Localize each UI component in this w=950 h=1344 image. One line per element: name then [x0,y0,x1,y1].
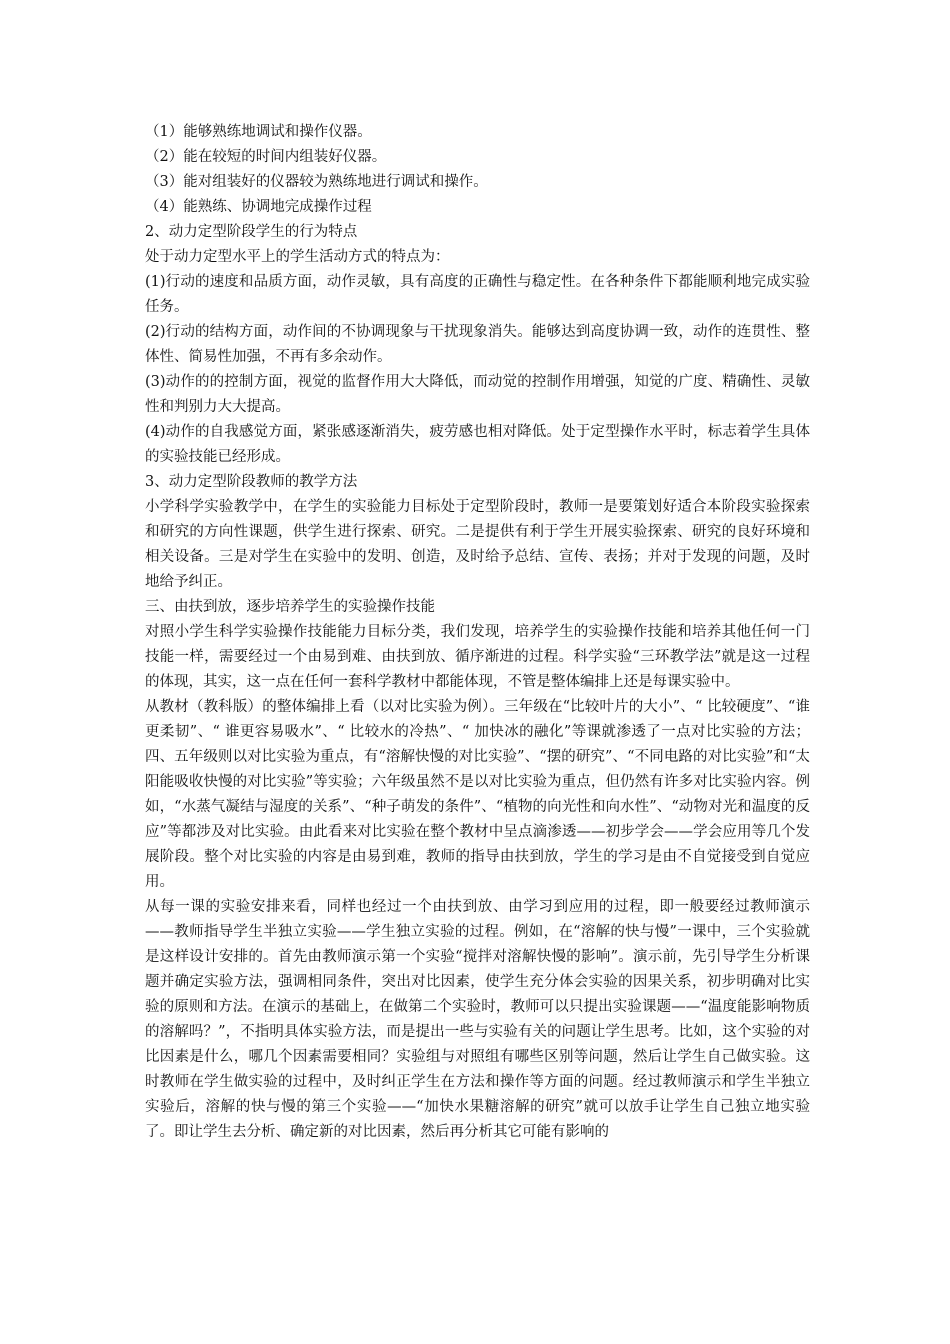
feature-item-4: (4)动作的自我感觉方面，紧张感逐渐消失，疲劳感也相对降低。处于定型操作水平时，标志着学生具体的实验技能已经形成。 [145,424,810,465]
body-paragraph: 对照小学生科学实验操作技能能力目标分类，我们发现，培养学生的实验操作技能和培养其他任何一门技能一样，需要经过一个由易到难、由扶到放、循序渐进的过程。科学实验“三环教学法”就是这一过程的体现，其实，这一点在任何一套科学教材中都能体现，不管是整体编排上还是每课实验中。 [145,624,810,690]
chapter-heading-three: 三、由扶到放，逐步培养学生的实验操作技能 [145,599,435,615]
feature-item-2: (2)行动的结构方面，动作间的不协调现象与干扰现象消失。能够达到高度协调一致，动作的连贯性、整体性、简易性加强，不再有多余动作。 [145,324,810,365]
section-heading-3: 3、动力定型阶段教师的教学方法 [145,474,358,490]
body-paragraph: 处于动力定型水平上的学生活动方式的特点为： [145,249,450,265]
list-item-1: （1）能够熟练地调试和操作仪器。 [145,124,372,140]
body-paragraph: 小学科学实验教学中，在学生的实验能力目标处于定型阶段时，教师一是要策划好适合本阶段实验探索和研究的方向性课题，供学生进行探索、研究。二是提供有利于学生开展实验探索、研究的良好环境和相关设备。三是对学生在实验中的发明、创造，及时给予总结、宣传、表扬；并对于发现的问题，及时地给予纠正。 [145,499,810,590]
list-item-3: （3）能对组装好的仪器较为熟练地进行调试和操作。 [145,174,488,190]
section-heading-2: 2、动力定型阶段学生的行为特点 [145,224,358,240]
body-paragraph: 从每一课的实验安排来看，同样也经过一个由扶到放、由学习到应用的过程，即一般要经过教师演示——教师指导学生半独立实验——学生独立实验的过程。例如，在“溶解的快与慢”一课中，三个实验就是这样设计安排的。首先由教师演示第一个实验“搅拌对溶解快慢的影响”。演示前，先引导学生分析课题并确定实验方法，强调相同条件，突出对比因素，使学生充分体会实验的因果关系，初步明确对比实验的原则和方法。在演示的基础上，在做第二个实验时，教师可以只提出实验课题——“温度能影响物质的溶解吗？”，不指明具体实验方法，而是提出一些与实验有关的问题让学生思考。比如，这个实验的对比因素是什么，哪几个因素需要相同？实验组与对照组有哪些区别等问题，然后让学生自己做实验。这时教师在学生做实验的过程中，及时纠正学生在方法和操作等方面的问题。经过教师演示和学生半独立实验后，溶解的快与慢的第三个实验——“加快水果糖溶解的研究”就可以放手让学生自己独立地实验了。即让学生去分析、确定新的对比因素，然后再分析其它可能有影响的 [145,899,810,1140]
list-item-4: （4）能熟练、协调地完成操作过程 [145,199,372,215]
list-item-2: （2）能在较短的时间内组装好仪器。 [145,149,387,165]
feature-item-1: (1)行动的速度和品质方面，动作灵敏，具有高度的正确性与稳定性。在各种条件下都能顺利地完成实验任务。 [145,274,810,315]
document-page [145,120,810,1145]
body-paragraph: 从教材（教科版）的整体编排上看（以对比实验为例）。三年级在“比较叶片的大小”、“ 比较硬度”、“谁更柔韧”、“ 谁更容易吸水”、“ 比较水的冷热”、“ 加快冰的融化”等课就渗透了一点对比实验的方法；四、五年级则以对比实验为重点，有“溶解快慢的对比实验”、“摆的研究”、“不同电路的对比实验”和“太阳能吸收快慢的对比实验”等实验；六年级虽然不是以对比实验为重点，但仍然有许多对比实验内容。例如，“水蒸气凝结与湿度的关系”、“种子萌发的条件”、“植物的向光性和向水性”、“动物对光和温度的反应”等都涉及对比实验。由此看来对比实验在整个教材中呈点滴渗透——初步学会——学会应用等几个发展阶段。整个对比实验的内容是由易到难，教师的指导由扶到放，学生的学习是由不自觉接受到自觉应用。 [145,699,810,890]
feature-item-3: (3)动作的的控制方面，视觉的监督作用大大降低，而动觉的控制作用增强，知觉的广度、精确性、灵敏性和判别力大大提高。 [145,374,810,415]
